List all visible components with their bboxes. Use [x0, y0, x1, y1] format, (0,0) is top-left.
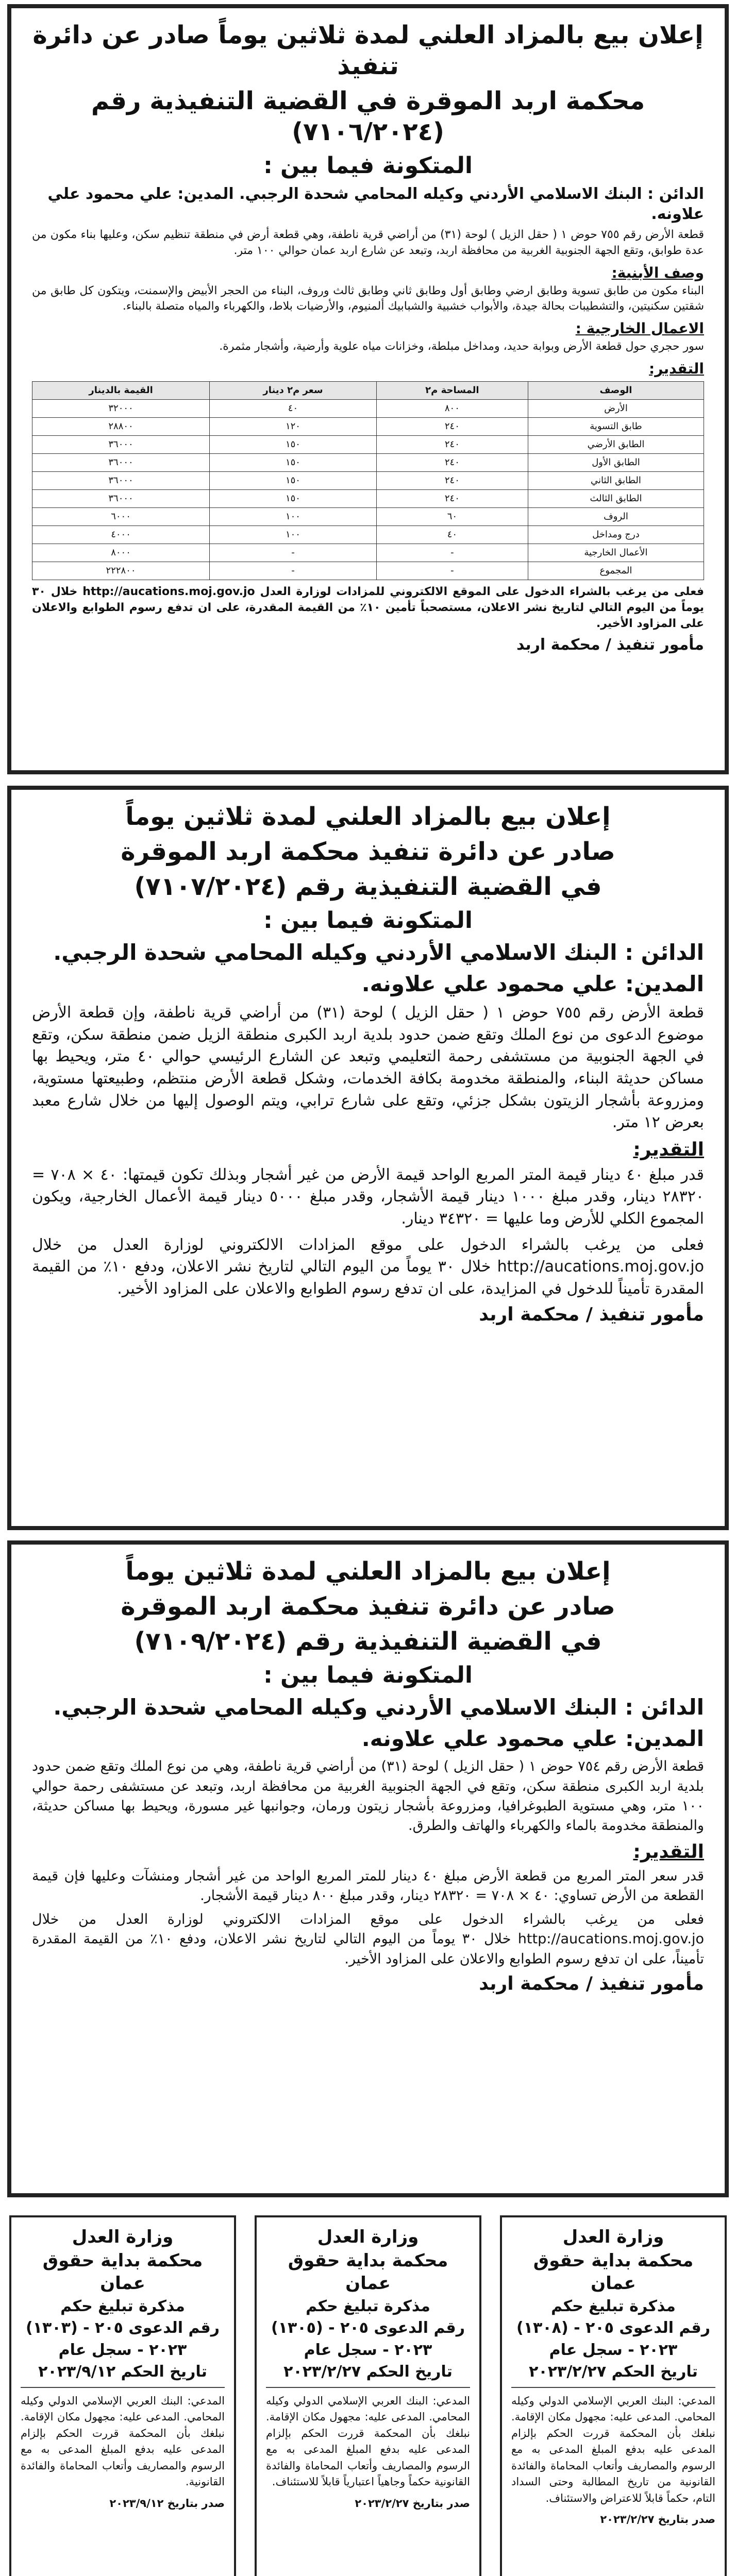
ad2-estimate: قدر مبلغ ٤٠ دينار قيمة المتر المربع الواحد قيمة الأرض من غير أشجار وبذلك تكون قيمتها: ٤٠ × ٧٠٨ = ٢٨٣٢٠ دينار، وقدر مبلغ ١٠٠٠ دينار قيمة الأشجار، وقدر مبلغ ٥٠٠٠ دينار قيمة الأعمال الخارجية، ويكون المجموع الكلي للأرض وما عليها = ٣٤٣٢٠ دينار.: [32, 1165, 704, 1228]
table-cell: الطابق الثالث: [528, 489, 704, 507]
table-header-cell: القيمة بالدينار: [32, 381, 210, 399]
ad3-description: قطعة الأرض رقم ٧٥٤ حوض ١ ( حقل الزيل ) لوحة (٣١) من أراضي قرية ناطفة، وهي من نوع الملك وتقع ضمن حدود بلدية اربد الكبرى منطقة سكن، وتقع في الجهة الجنوبية الغربية من محافظة اربد، وتبعد عن مستشفى رحمة حوالي ١٠٠ متر، وهي مستوية الطبوغرافيا، ومزروعة بأشجار زيتون ورمان، وجوانبها غير مسورة، ويحيط بها مساكن حديثة، والمنطقة مخدومة بالماء والكهرباء والهاتف والطرق.: [32, 1758, 704, 1834]
ad2-estimate-heading: التقدير:: [633, 1139, 704, 1160]
ad3-title-line1: إعلان بيع بالمزاد العلني لمدة ثلاثين يوماً: [125, 1557, 611, 1586]
auction-notice-7106: [7, 4, 729, 774]
table-cell: ١٥٠: [210, 471, 377, 489]
table-cell: ٣٦٠٠٠: [32, 453, 210, 471]
ad2-signature: مأمور تنفيذ / محكمة اربد: [479, 1304, 704, 1326]
table-row: [32, 507, 704, 526]
case-number: رقم الدعوى ٢٠٥ - (١٣٠٨): [516, 2319, 710, 2337]
notice-type: مذكرة تبليغ حكم: [306, 2297, 430, 2315]
ad1-ext-text: سور حجري حول قطعة الأرض وبوابة حديد، ومداخل مبلطة، وخزانات مياه علوية وأرضية، وأشجار مثمرة.: [219, 340, 704, 353]
table-cell: الطابق الثاني: [528, 471, 704, 489]
table-cell: ٦٠: [376, 507, 528, 526]
table-row: [32, 453, 704, 471]
ad2-creditor: الدائن : البنك الاسلامي الأردني وكيله المحامي شحدة الرجبي.: [53, 940, 704, 965]
ad1-ext-heading: الاعمال الخارجية :: [575, 320, 704, 337]
ad3-footer: فعلى من يرغب بالشراء الدخول على موقع المزادات الالكتروني لوزارة العدل من خلال http://aucations.moj.gov.jo خلال ٣٠ يوماً من اليوم التالي لتاريخ نشر الاعلان، ودفع ١٠٪ من القيمة المقدرة تأميناً، على ان تدفع رسوم الطوابع والاعلان على المزاود الأخير.: [32, 1911, 704, 1967]
table-cell: ٣٦٠٠٠: [32, 489, 210, 507]
table-cell: ٣٦٠٠٠: [32, 471, 210, 489]
notice-extra: صدر بتاريخ ٢٠٢٣/٢/٢٧: [355, 2497, 470, 2510]
table-cell: ٢٤٠: [376, 417, 528, 435]
notice-type: مذكرة تبليغ حكم: [60, 2297, 185, 2315]
table-cell: ٤٠: [376, 526, 528, 544]
table-cell: ١٥٠: [210, 489, 377, 507]
table-cell: -: [210, 562, 377, 580]
case-number: رقم الدعوى ٢٠٥ - (١٣٠٣): [26, 2319, 220, 2337]
notice-extra: صدر بتاريخ ٢٠٢٣/٢/٢٧: [600, 2513, 715, 2526]
ad3-debtor: المدين: علي محمود علي علاونه.: [361, 1725, 704, 1751]
ad1-desc-text: البناء مكون من طابق تسوية وطابق ارضي وطابق أول وطابق ثاني وطابق ثالث وروف، البناء من الحجر الأبيض والإسمنت، ويتكون كل طابق من شقتين سكنيتين، والتشطيبات بحالة جيدة، والأبواب خشبية والشبابيك ألمنيوم، والأرضيات بلاط، والكهرباء والمياه متصلة بالبناء.: [32, 284, 704, 313]
table-cell: ٤٠: [210, 399, 377, 417]
table-row: [32, 489, 704, 507]
table-header-cell: الوصف: [528, 381, 704, 399]
table-cell: المجموع: [528, 562, 704, 580]
notice-date: تاريخ الحكم ٢٠٢٣/٢/٢٧: [283, 2363, 453, 2381]
table-cell: ١٥٠: [210, 453, 377, 471]
court-notice-1: [500, 2215, 727, 2576]
register-year: ٢٠٢٣ - سجل عام: [58, 2341, 187, 2359]
notice-body: المدعي: البنك العربي الإسلامي الدولي وكيله المحامي. المدعى عليه: مجهول مكان الإقامة. نبلغك بأن المحكمة قررت الحكم بإلزام المدعى عليه بدفع المبلغ المدعى به مع الرسوم والمصاريف وأتعاب المحاماة والفائدة القانونية من تاريخ المطالبة وحتى السداد التام، حكماً قابلاً للاعتراض والاستئناف.: [511, 2394, 715, 2504]
ad1-intro: قطعة الأرض رقم ٧٥٥ حوض ١ ( حقل الزيل ) لوحة (٣١) من أراضي قرية ناطفة، وهي قطعة أرض في منطقة تنظيم سكن، وعليها بناء مكون من عدة طوابق، وتقع الجهة الجنوبية الغربية من محافظة اربد، وتبعد عن شارع اربد عمان حوالي ١٠٠ متر.: [32, 228, 704, 257]
table-cell: ٨٠٠٠: [32, 544, 210, 562]
ad2-title-line3: في القضية التنفيذية رقم (٧١٠٧/٢٠٢٤): [134, 872, 602, 901]
ad1-parties: الدائن : البنك الاسلامي الأردني وكيله المحامي شحدة الرجبي. المدين: علي محمود علي علاونه.: [47, 185, 704, 223]
table-cell: ١٥٠: [210, 435, 377, 453]
ad2-description: قطعة الأرض رقم ٧٥٥ حوض ١ ( حقل الزيل ) لوحة (٣١) من أراضي قرية ناطفة، وإن قطعة الأرض موضوع الدعوى من نوع الملك وتقع ضمن حدود بلدية اربد الكبرى منطقة الزيل ضمن منطقة سكن، وتقع في الجهة الجنوبية من مستشفى رحمة التعليمي وتبعد عن الشارع الرئيسي حوالي ٤٠ متر، ويحيط بها مساكن حديثة البناء، والمنطقة مخدومة بكافة الخدمات، وشكل قطعة الأرض منتظم، وطبيعتها مستوية، ومزروعة بأشجار الزيتون بشكل جزئي، وتقع على شارع ترابي، ويتم الوصول إليها من خلال شارع معبد بعرض ١٢ متر.: [32, 1004, 705, 1132]
case-number: رقم الدعوى ٢٠٥ - (١٣٠٥): [271, 2319, 465, 2337]
table-cell: ٨٠٠: [376, 399, 528, 417]
auction-notice-7107: [7, 786, 729, 1530]
table-header-row: [32, 381, 704, 399]
court-name: محكمة بداية حقوق عمان: [42, 2250, 203, 2294]
valuation-table: [32, 381, 704, 580]
ministry-name: وزارة العدل: [562, 2227, 664, 2247]
ad2-title-line2: صادر عن دائرة تنفيذ محكمة اربد الموقرة: [121, 837, 615, 866]
ad2-title-line1: إعلان بيع بالمزاد العلني لمدة ثلاثين يوماً: [125, 802, 611, 831]
table-row: [32, 471, 704, 489]
court-name: محكمة بداية حقوق عمان: [533, 2250, 694, 2294]
ministry-name: وزارة العدل: [317, 2227, 419, 2247]
court-name: محكمة بداية حقوق عمان: [288, 2250, 448, 2294]
notice-date: تاريخ الحكم ٢٠٢٣/٢/٢٧: [529, 2363, 698, 2381]
table-header-cell: سعر م٢ دينار: [210, 381, 377, 399]
table-cell: درج ومداخل: [528, 526, 704, 544]
table-cell: -: [376, 544, 528, 562]
table-cell: ١٢٠: [210, 417, 377, 435]
ad3-title-line2: صادر عن دائرة تنفيذ محكمة اربد الموقرة: [121, 1592, 615, 1621]
table-cell: ١٠٠: [210, 526, 377, 544]
table-cell: ٦٠٠٠: [32, 507, 210, 526]
ad2-debtor: المدين: علي محمود علي علاونه.: [361, 971, 704, 996]
notice-extra: صدر بتاريخ ٢٠٢٣/٩/١٢: [109, 2497, 225, 2510]
ad3-creditor: الدائن : البنك الاسلامي الأردني وكيله المحامي شحدة الرجبي.: [53, 1694, 704, 1720]
ad3-title-line3: في القضية التنفيذية رقم (٧١٠٩/٢٠٢٤): [134, 1627, 602, 1656]
table-body: [32, 399, 704, 580]
register-year: ٢٠٢٣ - سجل عام: [549, 2341, 678, 2359]
ad2-title-line4: المتكونة فيما بين :: [263, 907, 473, 934]
table-cell: ٢٤٠: [376, 489, 528, 507]
table-cell: ٤٠٠٠: [32, 526, 210, 544]
ad1-title-line2: محكمة اربد الموقرة في القضية التنفيذية رقم (٧١٠٦/٢٠٢٤): [91, 87, 645, 146]
table-row: [32, 562, 704, 580]
ad3-estimate: قدر سعر المتر المربع من قطعة الأرض مبلغ ٤٠ دينار للمتر المربع الواحد من غير أشجار ومنشآت وعليها فإن قيمة القطعة من الأرض تساوي: ٤٠ × ٧٠٨ = ٢٨٣٢٠ دينار، وقدر مبلغ ٨٠٠ دينار قيمة الأشجار.: [32, 1868, 704, 1904]
notice-body: المدعي: البنك العربي الإسلامي الدولي وكيله المحامي. المدعى عليه: مجهول مكان الإقامة. نبلغك بأن المحكمة قررت الحكم بإلزام المدعى عليه بدفع المبلغ المدعى به مع الرسوم والمصاريف وأتعاب المحاماة والفائدة القانونية حكماً وجاهياً اعتبارياً قابلاً للاستئناف.: [266, 2394, 470, 2488]
ad1-footer: فعلى من يرغب بالشراء الدخول على الموقع الالكتروني للمزادات لوزارة العدل http://aucations.moj.gov.jo خلال ٣٠ يوماً من اليوم التالي لتاريخ نشر الاعلان، مستصحباً تأمين ١٠٪ من القيمة المقدرة، على ان تدفع رسوم الطوابع والاعلان على المزاود الأخير.: [32, 585, 704, 630]
notice-date: تاريخ الحكم ٢٠٢٣/٩/١٢: [38, 2363, 207, 2381]
ad1-signature: مأمور تنفيذ / محكمة اربد: [516, 636, 704, 654]
ad1-table-heading: التقدير:: [649, 360, 704, 377]
ad3-title-line4: المتكونة فيما بين :: [263, 1662, 473, 1688]
ministry-name: وزارة العدل: [72, 2227, 174, 2247]
auction-notice-7109: [7, 1540, 729, 2197]
notice-body: المدعي: البنك العربي الإسلامي الدولي وكيله المحامي. المدعى عليه: مجهول مكان الإقامة. نبلغك بأن المحكمة قررت الحكم بإلزام المدعى عليه بدفع المبلغ المدعى به مع الرسوم والمصاريف وأتعاب المحاماة والفائدة القانونية.: [21, 2394, 225, 2488]
table-cell: ٣٦٠٠٠: [32, 435, 210, 453]
table-cell: الطابق الأرضي: [528, 435, 704, 453]
table-row: [32, 417, 704, 435]
table-cell: ٢٨٨٠٠: [32, 417, 210, 435]
table-cell: ٣٢٠٠٠: [32, 399, 210, 417]
table-cell: -: [210, 544, 377, 562]
divider: [511, 2387, 715, 2388]
table-row: [32, 435, 704, 453]
divider: [266, 2387, 470, 2388]
divider: [21, 2387, 225, 2388]
ad2-footer: فعلى من يرغب بالشراء الدخول على موقع المزادات الالكتروني لوزارة العدل من خلال http://aucations.moj.gov.jo خلال ٣٠ يوماً من اليوم التالي لتاريخ نشر الاعلان، ودفع ١٠٪ من القيمة المقدرة تأميناً للدخول في المزايدة، على ان تدفع رسوم الطوابع والاعلان على المزاود الأخير.: [32, 1235, 704, 1298]
table-cell: الروف: [528, 507, 704, 526]
table-cell: الطابق الأول: [528, 453, 704, 471]
table-cell: ٢٢٢٨٠٠: [32, 562, 210, 580]
register-year: ٢٠٢٣ - سجل عام: [304, 2341, 432, 2359]
table-cell: طابق التسوية: [528, 417, 704, 435]
table-cell: ٢٤٠: [376, 471, 528, 489]
ad3-signature: مأمور تنفيذ / محكمة اربد: [479, 1973, 704, 1995]
ad1-title-line1: إعلان بيع بالمزاد العلني لمدة ثلاثين يوماً صادر عن دائرة تنفيذ: [32, 21, 704, 80]
table-cell: الأعمال الخارجية: [528, 544, 704, 562]
court-notice-3: [9, 2215, 236, 2576]
table-cell: الأرض: [528, 399, 704, 417]
ad3-estimate-heading: التقدير:: [633, 1841, 704, 1862]
table-row: [32, 544, 704, 562]
table-cell: ٢٤٠: [376, 453, 528, 471]
ad1-title-line3: المتكونة فيما بين :: [263, 152, 473, 179]
table-cell: ٢٤٠: [376, 435, 528, 453]
table-header-cell: المساحة م٢: [376, 381, 528, 399]
table-cell: -: [376, 562, 528, 580]
court-notice-2: [255, 2215, 481, 2576]
ad1-desc-heading: وصف الأبنية:: [611, 264, 704, 281]
table-row: [32, 399, 704, 417]
table-row: [32, 526, 704, 544]
table-cell: ١٠٠: [210, 507, 377, 526]
notice-type: مذكرة تبليغ حكم: [551, 2297, 676, 2315]
